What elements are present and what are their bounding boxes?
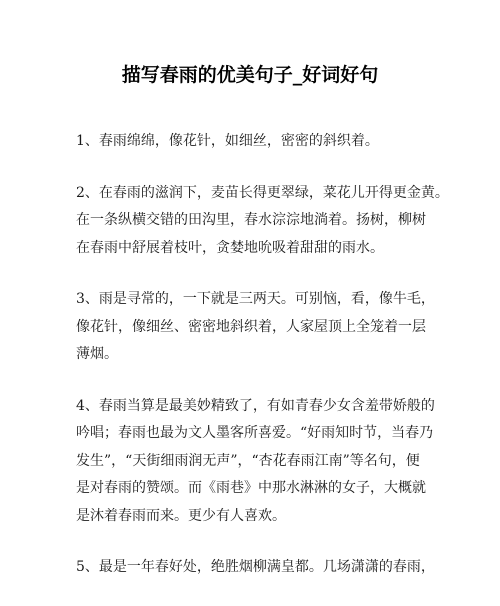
text-line: 3、雨是寻常的，一下就是三两天。可别恼，看，像牛毛， (76, 291, 435, 307)
paragraph-1 (76, 128, 456, 156)
text-line: 吟唱；春雨也最为文人墨客所喜爱。“好雨知时节，当春乃 (76, 425, 434, 441)
text-line: 薄烟。 (76, 346, 118, 362)
paragraph-4 (76, 393, 456, 531)
text-line: 5、最是一年春好处，绝胜烟柳满皇都。几场潇潇的春雨， (76, 559, 435, 575)
text-line: 在一条纵横交错的田沟里，春水淙淙地淌着。扬树，柳树 (76, 212, 426, 228)
text-line: 4、春雨当算是最美妙精致了，有如青春少女含羞带娇般的 (76, 397, 435, 414)
text-line: 发生”，“天街细雨润无声”，“杏花春雨江南”等名句，便 (76, 452, 420, 469)
text-line: 在春雨中舒展着枝叶，贪婪地吮吸着甜甜的雨水。 (76, 239, 384, 256)
article-body (76, 128, 456, 606)
text-line: 是沐着春雨而来。更少有人喜欢。 (76, 507, 286, 524)
paragraph-5 (76, 554, 456, 582)
text-line: 像花针，像细丝、密密地斜织着，人家屋顶上全笼着一层 (76, 318, 426, 335)
document-title: 描写春雨的优美句子_好词好句 (121, 64, 379, 86)
text-line: 2、在春雨的滋润下，麦苗长得更翠绿，菜花儿开得更金黄。 (76, 184, 449, 201)
paragraph-3 (76, 286, 456, 369)
text-line: 是对春雨的赞颂。而《雨巷》中那水淋淋的女子，大概就 (76, 480, 426, 496)
text-line: 1、春雨绵绵，像花针，如细丝，密密的斜织着。 (76, 133, 379, 149)
paragraph-2 (76, 180, 456, 263)
